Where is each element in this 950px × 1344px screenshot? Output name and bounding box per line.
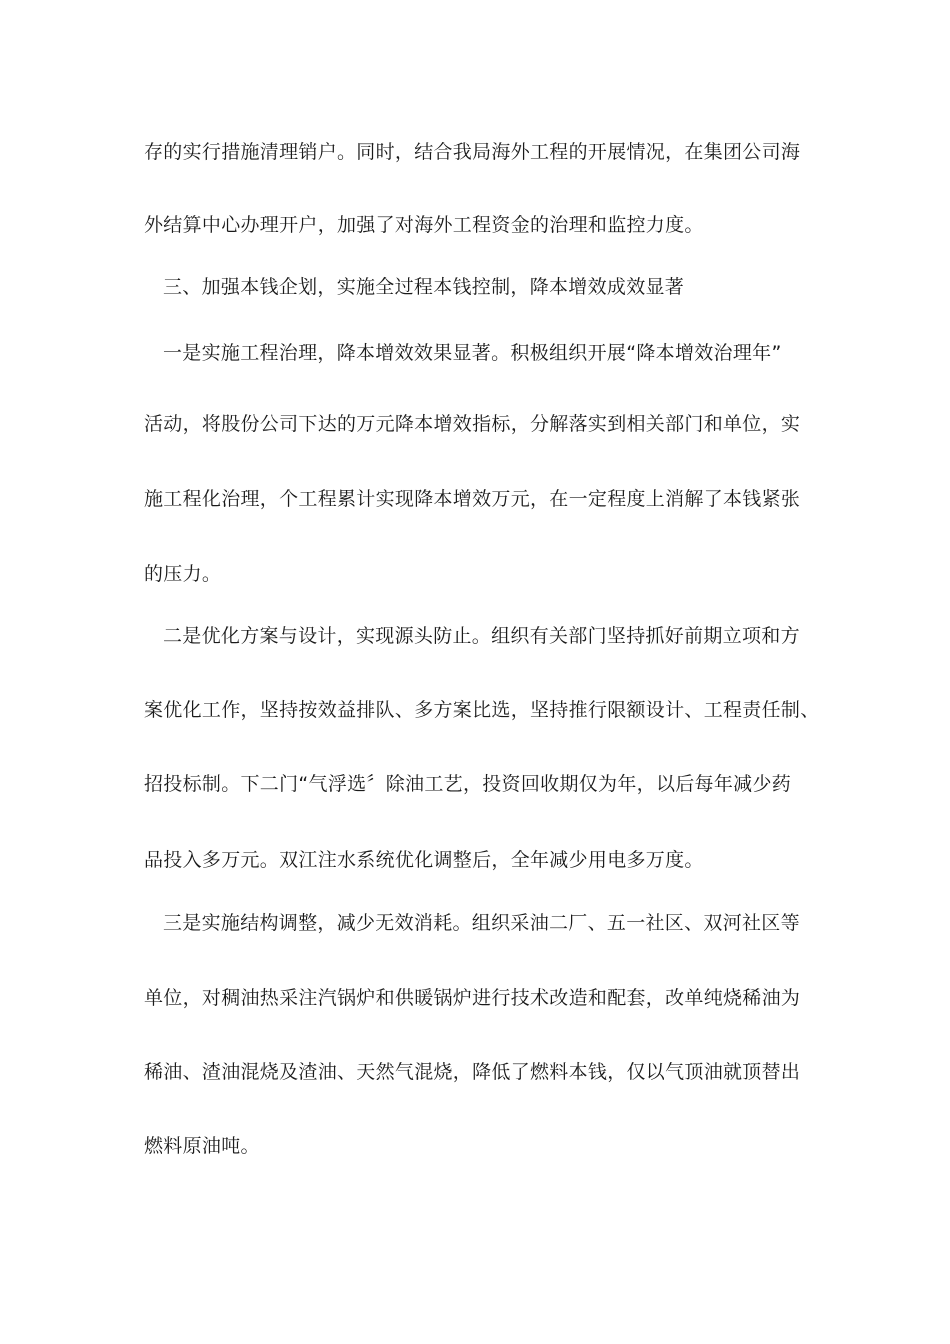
text-line: 单位，对稠油热采注汽锅炉和供暖锅炉进行技术改造和配套，改单纯烧稀油为 (144, 987, 801, 1009)
text-line: 的压力。 (144, 563, 222, 585)
text-line: 案优化工作，坚持按效益排队、多方案比选，坚持推行限额设计、工程责任制、 (144, 699, 820, 721)
text-line: 稀油、渣油混烧及渣油、天然气混烧，降低了燃料本钱，仅以气顶油就顶替出 (144, 1061, 801, 1083)
text-line: 品投入多万元。双江注水系统优化调整后，全年减少用电多万度。 (144, 849, 704, 871)
text-line: 存的实行措施清理销户。同时，结合我局海外工程的开展情况，在集团公司海 (144, 141, 801, 163)
paragraph-start-line: 三是实施结构调整，减少无效消耗。组织采油二厂、五一社区、双河社区等 (163, 912, 800, 934)
section-heading: 三、加强本钱企划，实施全过程本钱控制，降本增效成效显著 (163, 276, 685, 298)
paragraph-start-line: 一是实施工程治理，降本增效效果显著。积极组织开展“降本增效治理年” (163, 342, 782, 364)
text-line: 外结算中心办理开户，加强了对海外工程资金的治理和监控力度。 (144, 214, 704, 236)
paragraph-start-line: 二是优化方案与设计，实现源头防止。组织有关部门坚持抓好前期立项和方 (163, 625, 800, 647)
text-line: 活动，将股份公司下达的万元降本增效指标，分解落实到相关部门和单位，实 (144, 413, 801, 435)
text-line: 施工程化治理，个工程累计实现降本增效万元，在一定程度上消解了本钱紧张 (144, 488, 801, 510)
text-line: 燃料原油吨。 (144, 1135, 260, 1157)
text-line: 招投标制。下二门“气浮选〞除油工艺，投资回收期仅为年，以后每年减少药 (144, 773, 792, 795)
